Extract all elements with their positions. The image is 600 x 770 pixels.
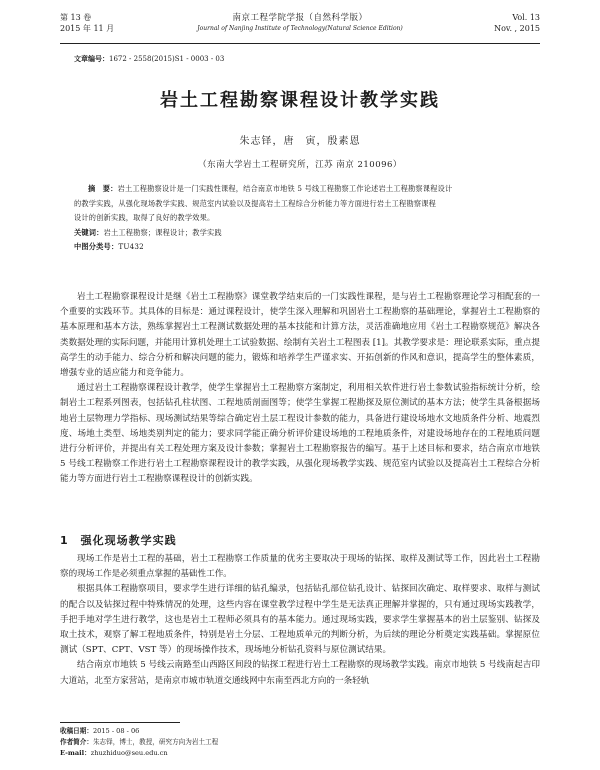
section-title: 强化现场教学实践 bbox=[80, 534, 177, 547]
volume-number-en: Vol. 13 bbox=[512, 13, 540, 22]
volume-number: 第 13 卷 bbox=[60, 13, 92, 22]
section-heading-1 bbox=[60, 532, 189, 548]
clc-number bbox=[74, 240, 526, 255]
section-1-paragraph-2: 根据具体工程勘察项目，要求学生进行详细的钻孔编录，包括钻孔部位钻孔设计、钻探回次确定、取样要求、取样与测试的配合以及钻探过程中特殊情况的处理，这些内容在课堂教学过程中学生是无法真正理解并掌握的，只有通过现场实践教学，手把手地对学生进行教学，这也是岩土工程师必须具有的基本能力。通过现场实践，要求学生掌握基本的岩土层鉴别、钻探及取土技术，观察了解工程地质条件，特别是岩土分层、工程地质单元的判断分析，为后续的理论分析奠定实践基础。掌握原位测试（SPT、CPT、VST 等）的现场操作技术，现场地分析钻孔资料与原位测试结果。 bbox=[60, 584, 540, 656]
abstract-line-3: 设计的创新实践，取得了良好的教学效果。 bbox=[74, 213, 215, 222]
affiliation: （东南大学岩土工程研究所，江苏 南京 210096） bbox=[198, 160, 402, 170]
keywords-label: 关键词： bbox=[74, 227, 104, 237]
abstract-label: 摘 要： bbox=[88, 184, 118, 193]
intro-paragraph-1: 岩土工程勘察课程设计是继《岩土工程勘察》课堂教学结束后的一门实践性课程，是与岩土工程勘察理论学习相配套的一个重要的实践环节。其具体的目标是：通过课程设计，使学生深入理解和巩固岩土工程勘察的基础理论，掌握岩土工程勘察的基本原理和基本方法，熟练掌握岩土工程测试数据处理的基本技能和计算方法，灵活准确地应用《岩土工程勘察规范》解决各类数据处理的实际问题，并能用计算机处理土工试验数据、绘制有关岩土工程图表 [1]。其教学要求是：理论联系实际，重点提高学生的动手能力、综合分析和解决问题的能力，锻炼和培养学生严谨求实、开拓创新的作风和意识，提高学生的整体素质，增强专业的适应能力和竞争能力。 bbox=[60, 292, 540, 379]
keywords-value: 岩土工程勘察；课程设计；教学实践 bbox=[103, 227, 222, 237]
issue-date-en: Nov. , 2015 bbox=[494, 24, 540, 33]
issue-date: 2015 年 11 月 bbox=[60, 24, 115, 33]
section-number: 1 bbox=[60, 534, 69, 547]
volume-info bbox=[60, 12, 114, 34]
clc-label: 中图分类号： bbox=[74, 242, 119, 251]
journal-title-cn: 南京工程学院学报（自然科学版） bbox=[232, 13, 368, 23]
journal-header bbox=[60, 12, 540, 44]
keywords bbox=[74, 226, 526, 241]
footnotes bbox=[60, 726, 540, 759]
abstract-block bbox=[74, 182, 526, 255]
journal-title-en: Journal of Nanjing Institute of Technology(Natural Science Edition) bbox=[197, 25, 403, 32]
authors: 朱志铎，唐 寅，殷素恩 bbox=[239, 136, 361, 147]
footnote-divider bbox=[60, 722, 180, 723]
article-id-value: 1672 - 2558(2015)S1 - 0003 - 03 bbox=[109, 55, 225, 63]
author-bio: 作者简介：朱志铎，博士，教授，研究方向为岩土工程 bbox=[60, 738, 219, 746]
received-date: 收稿日期：2015 - 08 - 06 bbox=[60, 727, 140, 735]
author-email: E-mail：zhuzhiduo@seu.edu.cn bbox=[60, 749, 168, 757]
section-1-body bbox=[60, 552, 540, 689]
intro-paragraph-2: 通过岩土工程勘察课程设计教学，使学生掌握岩土工程勘察方案制定，利用相关软件进行岩土参数试验指标统计分析，绘制岩土工程系列图表，包括钻孔柱状图、工程地质剖面图等；使学生掌握工程勘探及原位测试的基本方法；使学生具备根据场地岩土层物理力学指标、现场测试结果等综合确定岩土层工程设计参数的能力，具备进行建设场地水文地质条件分析、地震烈度、场地土类型、场地类别判定的能力；要求同学能正确分析评价建设场地的工程地质条件，对建设场地存在的工程地质问题进行分析评价，并提出有关工程处理方案及设计参数；掌握岩土工程勘察报告的编写。基于上述目标和要求，结合南京市地铁 5 号线工程勘察工作进行岩土工程勘察课程设计的教学实践，从强化现场教学实践、规范室内试验以及提高岩土工程综合分析能力等方面进行岩土工程勘察课程设计的创新实践。 bbox=[60, 383, 540, 485]
section-1-paragraph-1: 现场工作是岩土工程的基础，岩土工程勘察工作质量的优劣主要取决于现场的钻探、取样及测试等工作，因此岩土工程勘察的现场工作是必须重点掌握的基础性工作。 bbox=[60, 554, 540, 580]
paper-title: 岩土工程勘察课程设计教学实践 bbox=[160, 90, 440, 111]
article-id-label: 文章编号： bbox=[74, 54, 109, 63]
abstract-line-2: 的教学实践，从强化现场教学实践、规范室内试验以及提高岩土工程综合分析能力等方面进行岩土工程勘察课程 bbox=[74, 198, 436, 208]
abstract-line-1: 摘 要：岩土工程勘察设计是一门实践性课程，结合南京市地铁 5 号线工程勘察工作论述岩土工程勘察课程设计 bbox=[88, 184, 453, 193]
section-1-paragraph-3: 结合南京市地铁 5 号线云南路至山西路区间段的钻探工程进行岩土工程勘察的现场教学实践。南京市地铁 5 号线南起吉印大道站，北至方家营站，是南京市城市轨道交通线网中东南至西北方向的一条轻轨 bbox=[60, 660, 540, 686]
journal-title-block bbox=[150, 12, 450, 33]
clc-value: TU432 bbox=[118, 242, 144, 251]
article-id bbox=[74, 54, 224, 64]
volume-info-en bbox=[494, 12, 540, 34]
intro-body bbox=[60, 290, 540, 488]
